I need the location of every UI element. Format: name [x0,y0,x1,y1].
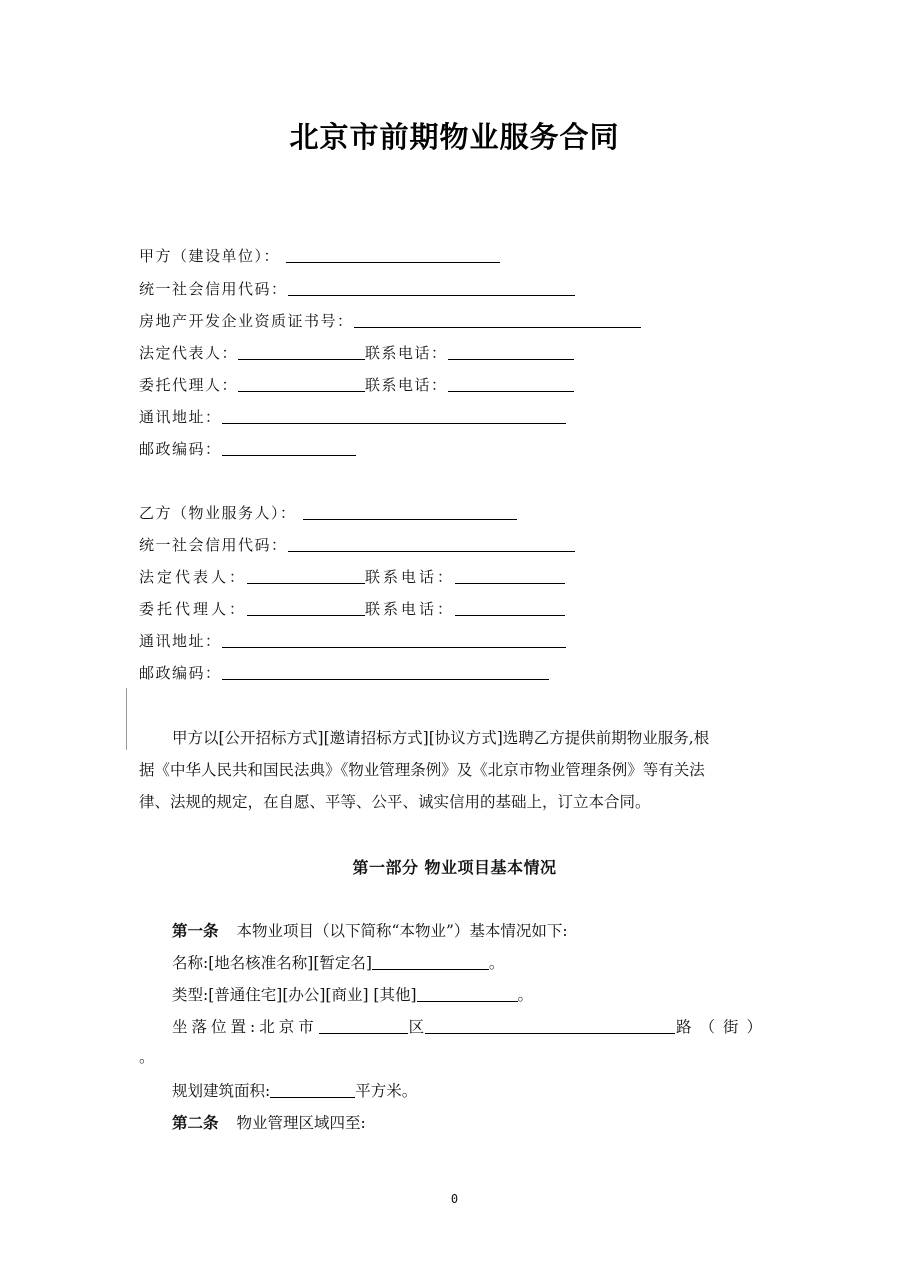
party-b-legal-phone-blank [455,583,565,584]
article-1-location-row [172,1016,770,1038]
party-a-address-row [139,406,566,428]
article-1-type-row [172,984,533,1006]
party-b-address-row [139,630,566,652]
party-b-address-label: 通讯地址： [139,632,222,650]
party-a-address-blank [222,423,566,424]
party-b-credit-row [139,534,575,556]
party-a-agent-label: 委托代理人： [139,376,239,394]
article-2-heading [172,1112,366,1134]
party-a-agent-phone-label: 联系电话： [365,376,448,394]
party-a-agent-phone-blank [448,391,574,392]
article-1-text: 本物业项目（以下简称“本物业”）基本情况如下: [236,922,568,940]
party-b-agent-blank [247,615,365,616]
article-1-location-district: 区 [408,1018,425,1036]
party-b-legal-label: 法定代表人： [139,568,248,586]
party-b-postcode-label: 邮政编码： [139,664,222,682]
party-a-builder-row [139,245,500,267]
party-a-legal-phone-blank [448,359,574,360]
party-a-builder-label: 甲方（建设单位）： [139,247,281,265]
party-b-credit-label: 统一社会信用代码： [139,536,288,554]
article-1-name-row [172,952,504,974]
article-1-type-end: 。 [517,986,534,1004]
party-a-postcode-blank [222,455,356,456]
party-b-postcode-row [139,662,549,684]
party-b-servicer-row [139,502,517,524]
article-1-area-unit: 平方米。 [355,1082,418,1100]
party-b-legal-row [139,566,565,588]
preamble-line-3: 律、法规的规定，在自愿、平等、公平、诚实信用的基础上，订立本合同。 [139,793,651,811]
party-b-postcode-blank [222,679,549,680]
party-b-servicer-blank [303,519,517,520]
article-1-label: 第一条 [172,921,219,940]
party-a-agent-blank [238,391,365,392]
article-1-location-road: 路（街） [675,1018,770,1036]
section-title: 第一部分 物业项目基本情况 [352,858,557,877]
party-a-cert-label: 房地产开发企业资质证书号： [139,312,354,330]
article-1-type-label: 类型:[普通住宅][办公][商业] [其他] [172,986,417,1004]
party-b-agent-phone-blank [455,615,565,616]
party-b-servicer-label: 乙方（物业服务人）： [139,504,297,522]
article-1-district-blank [319,1033,408,1034]
party-b-legal-blank [247,583,365,584]
article-1-name-end: 。 [488,954,505,972]
party-b-address-blank [222,647,566,648]
party-b-agent-phone-label: 联系电话： [365,600,456,618]
party-a-postcode-row [139,438,356,460]
article-1-area-row [172,1080,417,1102]
article-1-area-blank [270,1097,355,1098]
party-a-credit-label: 统一社会信用代码： [139,280,288,298]
document-title: 北京市前期物业服务合同 [289,120,620,154]
party-a-legal-phone-label: 联系电话： [365,344,448,362]
page-number: 0 [450,1192,459,1206]
party-a-credit-row [139,278,575,300]
party-a-legal-label: 法定代表人： [139,344,239,362]
party-a-address-label: 通讯地址： [139,408,222,426]
party-a-credit-blank [288,295,575,296]
article-1-location-end: 。 [139,1048,155,1066]
party-a-cert-blank [354,327,641,328]
party-a-agent-row [139,374,574,396]
article-1-heading [172,920,568,942]
preamble-line-2: 据《中华人民共和国民法典》《物业管理条例》及《北京市物业管理条例》等有关法 [139,761,705,779]
article-1-name-label: 名称:[地名核准名称][暂定名] [172,954,372,972]
party-b-agent-row [139,598,565,620]
article-2-label: 第二条 [172,1113,219,1132]
preamble-line-1: 甲方以[公开招标方式][邀请招标方式][协议方式]选聘乙方提供前期物业服务,根 [172,729,710,747]
party-a-postcode-label: 邮政编码： [139,440,222,458]
party-a-builder-blank [286,262,500,263]
margin-edit-marker [126,688,127,750]
article-1-name-blank [372,969,489,970]
party-b-legal-phone-label: 联系电话： [365,568,456,586]
article-1-area-label: 规划建筑面积: [172,1082,271,1100]
article-2-text: 物业管理区域四至: [236,1114,366,1132]
article-1-type-blank [417,1001,518,1002]
party-a-cert-row [139,310,641,332]
party-a-legal-blank [238,359,365,360]
party-b-credit-blank [288,551,575,552]
party-a-legal-row [139,342,574,364]
article-1-location-city: 坐落位置:北京市 [172,1018,318,1036]
article-1-road-blank [425,1033,675,1034]
party-b-agent-label: 委托代理人： [139,600,248,618]
